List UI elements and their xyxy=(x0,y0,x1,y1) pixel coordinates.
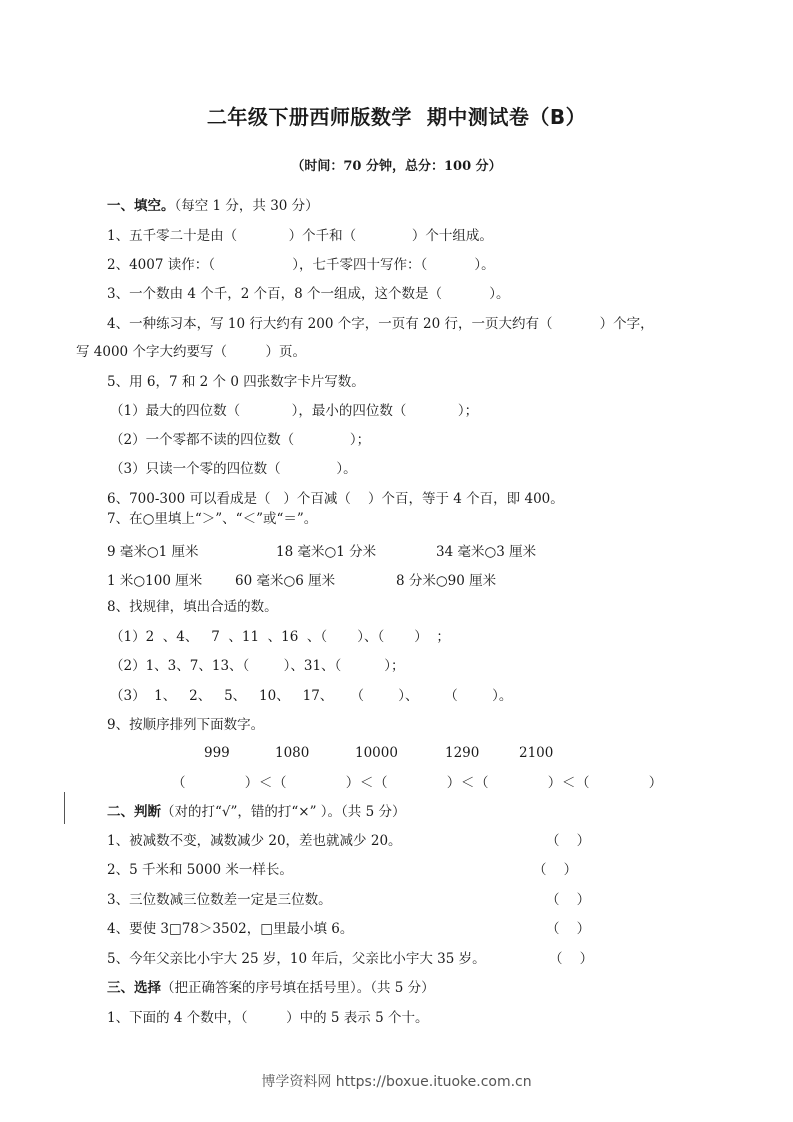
compare-item: 18 毫米○1 分米 xyxy=(276,544,377,560)
section1-note: （每空 1 分，共 30 分） xyxy=(174,198,319,214)
compare-item: 8 分米○90 厘米 xyxy=(396,573,497,589)
compare-item: 1 米○100 厘米 xyxy=(107,573,203,589)
question-1-9: 9、按顺序排列下面数字。 xyxy=(107,717,265,733)
question-1-8: 8、找规律，填出合适的数。 xyxy=(107,599,278,615)
judge-blank-1: （ ） xyxy=(546,833,591,849)
page-title: 二年级下册西师版数学 期中测试卷（B） xyxy=(206,105,587,129)
number-item: 999 xyxy=(204,745,230,761)
number-item: 10000 xyxy=(355,745,398,761)
question-1-8-1: （1）2 、4、 7 、11 、16 、（ ）、（ ） ； xyxy=(110,629,450,645)
compare-item: 60 毫米○6 厘米 xyxy=(235,573,336,589)
judge-blank-3: （ ） xyxy=(546,892,591,908)
question-1-5-3: （3）只读一个零的四位数（ ）。 xyxy=(110,461,357,477)
question-1-5-1: （1）最大的四位数（ ），最小的四位数（ ）； xyxy=(110,403,479,419)
section3-header xyxy=(107,979,435,997)
number-item: 1080 xyxy=(275,745,310,761)
judge-blank-5: （ ） xyxy=(549,951,594,967)
section1-header xyxy=(107,197,319,215)
question-1-2: 2、4007 读作：（ ），七千零四十写作：（ ）。 xyxy=(107,257,495,273)
question-1-1: 1、五千零二十是由（ ）个千和（ ）个十组成。 xyxy=(107,228,493,244)
question-1-6: 6、700-300 可以看成是（ ）个百减（ ）个百，等于 4 个百，即 400。 xyxy=(107,491,564,507)
judge-blank-2: （ ） xyxy=(533,862,578,878)
section1-heading: 一、填空。 xyxy=(107,198,175,214)
judge-item-5: 5、今年父亲比小宇大 25 岁，10 年后，父亲比小宇大 35 岁。 xyxy=(107,951,486,967)
exam-info: （时间：70 分钟，总分：100 分） xyxy=(291,159,502,174)
section3-heading: 三、选择 xyxy=(107,980,161,996)
text-cursor xyxy=(64,792,65,824)
section2-heading: 二、判断 xyxy=(107,804,161,820)
judge-item-3: 3、三位数减三位数差一定是三位数。 xyxy=(107,892,332,908)
question-1-5: 5、用 6，7 和 2 个 0 四张数字卡片写数。 xyxy=(107,374,365,390)
judge-blank-4: （ ） xyxy=(546,921,591,937)
judge-item-4: 4、要使 3□78＞3502，□里最小填 6。 xyxy=(107,921,354,937)
compare-item: 34 毫米○3 厘米 xyxy=(436,544,537,560)
number-item: 2100 xyxy=(519,745,554,761)
number-item: 1290 xyxy=(445,745,480,761)
judge-item-1: 1、被减数不变，减数减少 20，差也就减少 20。 xyxy=(107,833,402,849)
question-1-7: 7、在○里填上“＞”、“＜”或“＝”。 xyxy=(107,511,318,527)
order-blanks: （ ）＜（ ）＜（ ）＜（ ）＜（ ） xyxy=(172,775,663,791)
section3-note: （把正确答案的序号填在括号里）。（共 5 分） xyxy=(161,980,435,996)
question-1-4b: 写 4000 个字大约要写（ ）页。 xyxy=(76,344,307,360)
section2-note: （对的打“√”，错的打“×” ）。（共 5 分） xyxy=(161,804,406,820)
choice-question-1: 1、下面的 4 个数中，（ ）中的 5 表示 5 个十。 xyxy=(107,1010,429,1026)
question-1-8-2: （2）1、3、7、13、（ ）、31、（ ）； xyxy=(110,658,405,674)
question-1-5-2: （2）一个零都不读的四位数（ ）； xyxy=(110,432,371,448)
footer-watermark: 博学资料网 https://boxue.ituoke.com.cn xyxy=(261,1074,532,1090)
question-1-4a: 4、一种练习本，写 10 行大约有 200 个字，一页有 20 行，一页大约有（ ）个字， xyxy=(107,316,654,332)
judge-item-2: 2、5 千米和 5000 米一样长。 xyxy=(107,862,293,878)
question-1-8-3: （3） 1、 2、 5、 10、 17、 （ ）、 （ ）。 xyxy=(110,688,513,704)
question-1-3: 3、一个数由 4 个千，2 个百，8 个一组成，这个数是（ ）。 xyxy=(107,286,510,302)
section2-header xyxy=(107,803,405,821)
compare-item: 9 毫米○1 厘米 xyxy=(107,544,199,560)
